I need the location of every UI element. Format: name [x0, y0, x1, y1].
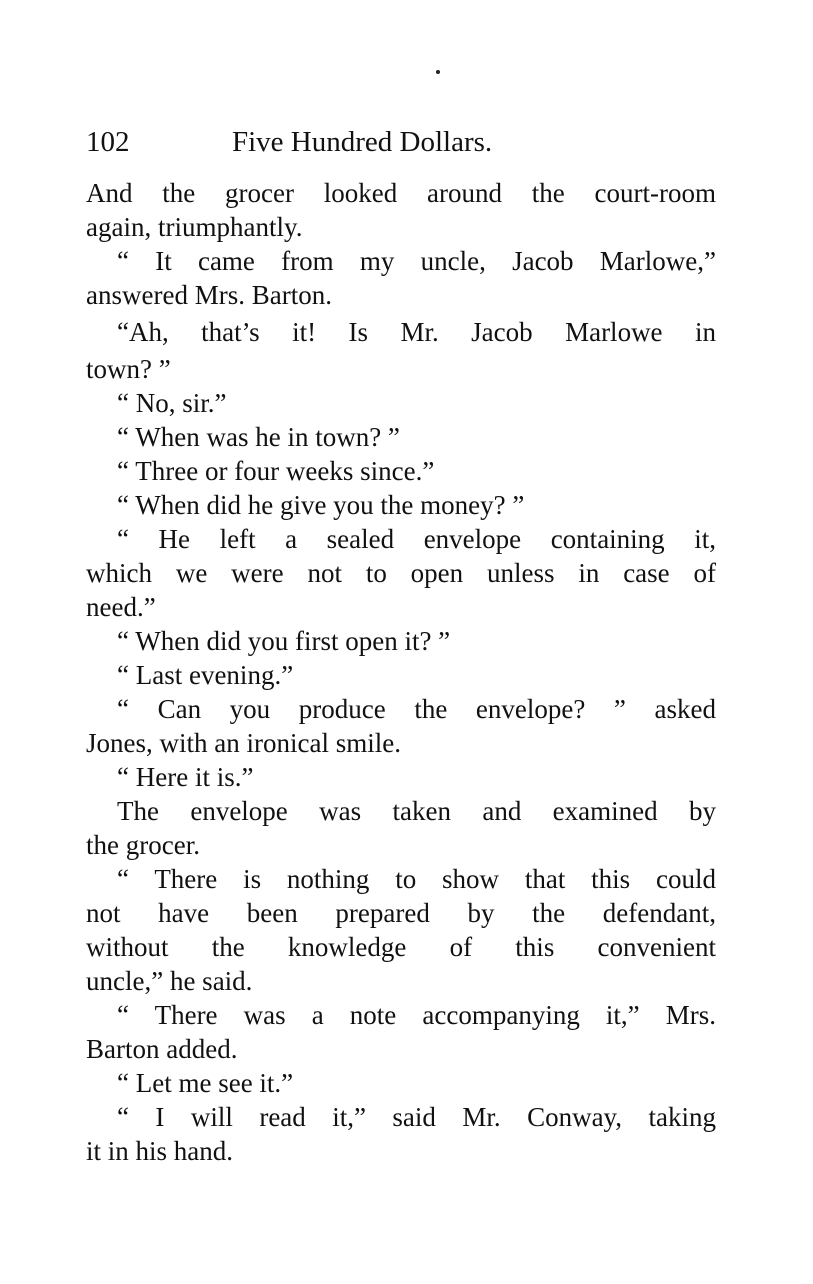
running-title: Five Hundred Dollars. — [232, 126, 493, 158]
text-line: “ I will read it,” said Mr. Conway, taking — [117, 1102, 716, 1132]
text-line: the grocer. — [86, 830, 200, 860]
text-line: “ Let me see it.” — [117, 1068, 294, 1098]
text-line: “ When did you first open it? ” — [117, 626, 451, 656]
text-line: need.” — [86, 592, 156, 622]
text-line: “ Last evening.” — [117, 660, 294, 690]
page-number: 102 — [86, 126, 130, 158]
print-speck — [436, 70, 440, 74]
text-line: it in his hand. — [86, 1136, 233, 1166]
text-line: “ Three or four weeks since.” — [117, 456, 435, 486]
text-line: “Ah, that’s it! Is Mr. Jacob Marlowe in — [117, 317, 716, 347]
text-line: “ Here it is.” — [117, 762, 254, 792]
text-line: Barton added. — [86, 1034, 238, 1064]
text-line: “ There was a note accompanying it,” Mrs. — [117, 1000, 716, 1030]
text-line: “ When was he in town? ” — [117, 422, 400, 452]
text-line: The envelope was taken and examined by — [117, 796, 716, 826]
text-line: uncle,” he said. — [86, 966, 253, 996]
text-line: “ It came from my uncle, Jacob Marlowe,” — [117, 246, 716, 276]
body-text — [86, 176, 716, 1168]
text-line: “ There is nothing to show that this could — [117, 864, 716, 894]
text-line: “ He left a sealed envelope containing it, — [117, 524, 716, 554]
text-line: without the knowledge of this convenient — [86, 932, 716, 962]
text-line: “ When did he give you the money? ” — [117, 490, 525, 520]
text-line: town? ” — [86, 354, 171, 384]
text-line: “ No, sir.” — [117, 388, 227, 418]
text-line: “ Can you produce the envelope? ” asked — [117, 694, 716, 724]
text-line: not have been prepared by the defendant, — [86, 898, 716, 928]
page-header — [86, 120, 726, 164]
text-line: which we were not to open unless in case of — [86, 558, 716, 588]
text-line: again, triumphantly. — [86, 212, 303, 242]
text-line: answered Mrs. Barton. — [86, 280, 332, 310]
text-line: And the grocer looked around the court-room — [86, 178, 716, 208]
text-line: Jones, with an ironical smile. — [86, 728, 401, 758]
